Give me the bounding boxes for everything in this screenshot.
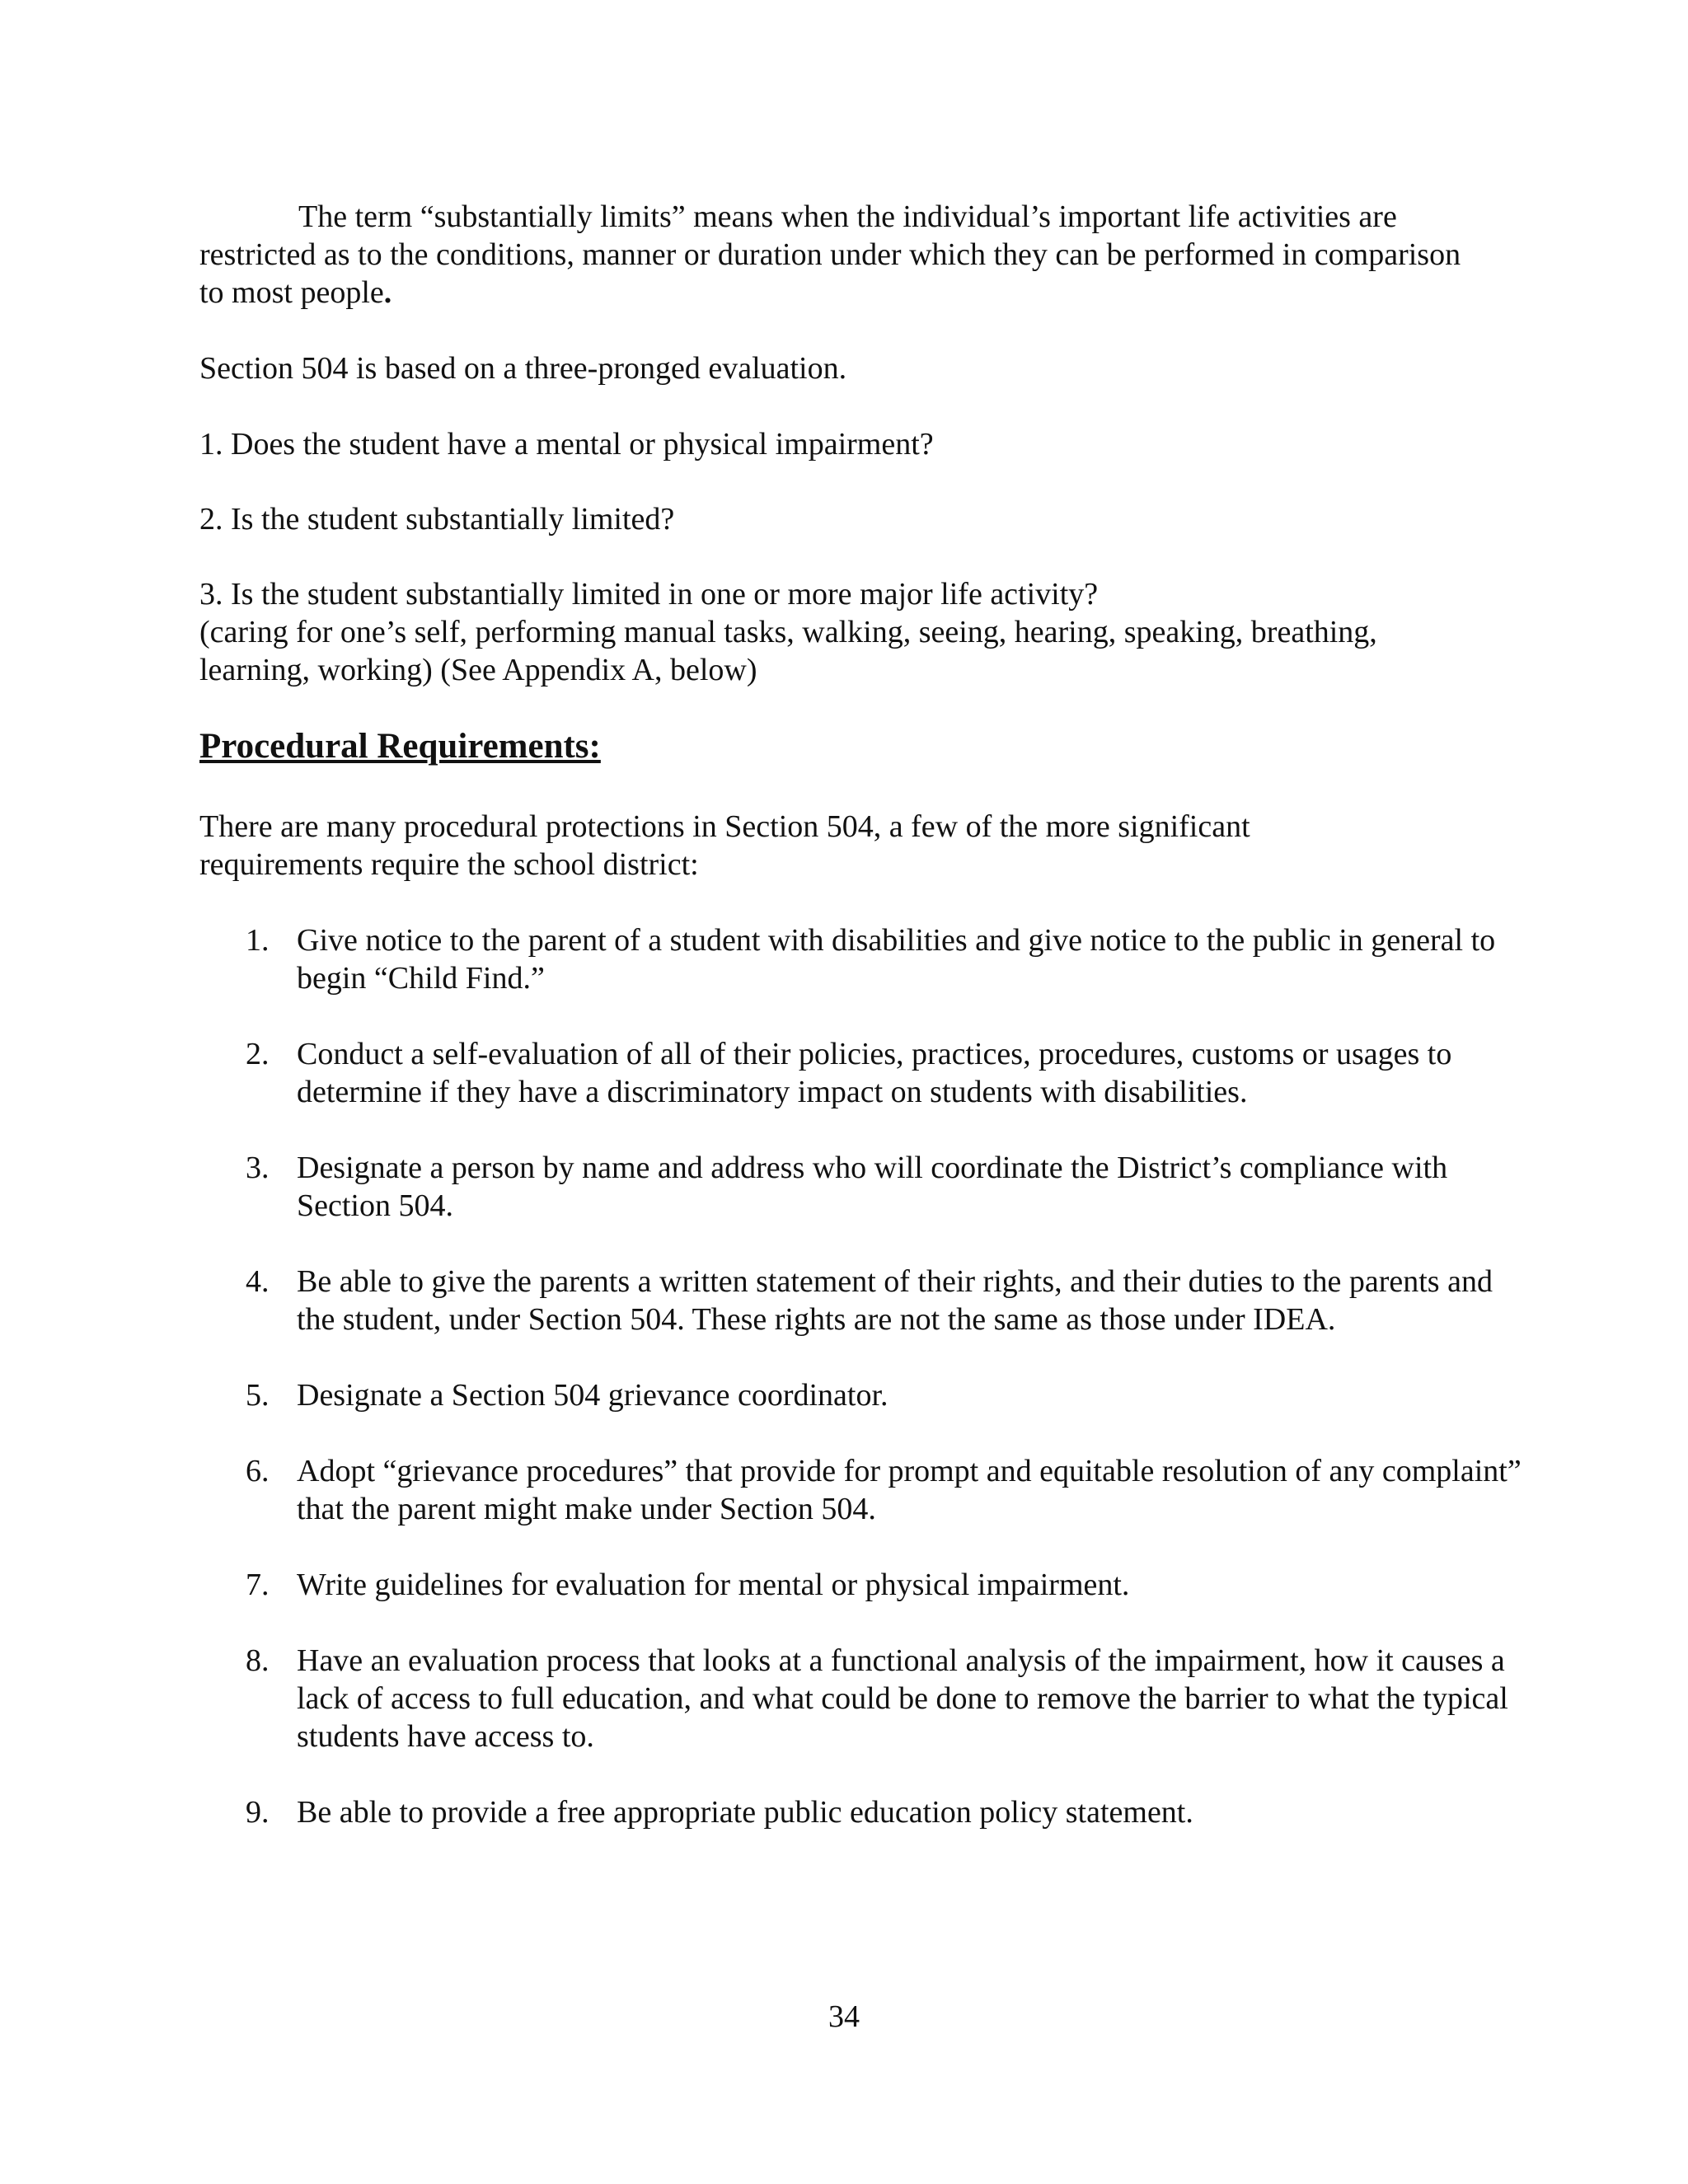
list-item-number: 2.	[246, 1037, 270, 1071]
list-item	[199, 1566, 1535, 1604]
list-item	[199, 1793, 1535, 1831]
section-heading: Procedural Requirements:	[199, 727, 601, 766]
requirements-list	[199, 921, 1535, 1869]
list-item	[199, 1452, 1535, 1528]
list-item-text: Be able to give the parents a written statement of their rights, and their duties to the parents and the student, under Section 504. These rights are not the same as those under IDEA.	[297, 1264, 1493, 1337]
list-item-number: 1.	[246, 923, 270, 958]
list-item-number: 3.	[246, 1151, 270, 1185]
list-item-number: 8.	[246, 1643, 270, 1678]
evaluation-lead: Section 504 is based on a three-pronged evaluation.	[199, 351, 847, 386]
list-item-number: 9.	[246, 1795, 270, 1830]
list-item-number: 6.	[246, 1454, 270, 1488]
list-item	[199, 1642, 1535, 1755]
list-item	[199, 921, 1535, 997]
intro-paragraph-text: The term “substantially limits” means when the individual’s important life activities are restricted as to the conditions, manner or duration under which they can be performed in comparison to most people	[199, 199, 1461, 310]
list-item-text: Write guidelines for evaluation for mental or physical impairment.	[297, 1568, 1130, 1602]
list-item-text: Adopt “grievance procedures” that provide for prompt and equitable resolution of any complaint” that the parent might make under Section 504.	[297, 1454, 1522, 1526]
list-item-text: Designate a person by name and address who will coordinate the District’s compliance with Section 504.	[297, 1151, 1448, 1223]
list-item	[199, 1149, 1535, 1225]
list-item-text: Give notice to the parent of a student with disabilities and give notice to the public in general to begin “Child Find.”	[297, 923, 1496, 996]
list-item-number: 4.	[246, 1264, 270, 1299]
evaluation-question-1: 1. Does the student have a mental or physical impairment?	[199, 427, 934, 462]
intro-paragraph	[199, 198, 1485, 312]
list-item-number: 5.	[246, 1378, 270, 1413]
list-item-text: Conduct a self-evaluation of all of their policies, practices, procedures, customs or usages to determine if they have a discriminatory impact on students with disabilities.	[297, 1037, 1452, 1109]
procedural-intro: There are many procedural protections in Section 504, a few of the more significant requirements require the school district:	[199, 809, 1250, 882]
list-item-text: Be able to provide a free appropriate public education policy statement.	[297, 1795, 1193, 1830]
evaluation-question-3-detail: (caring for one’s self, performing manual tasks, walking, seeing, hearing, speaking, breathing, learning, working) (See Appendix A, below)	[199, 615, 1377, 687]
list-item-text: Designate a Section 504 grievance coordinator.	[297, 1378, 889, 1413]
evaluation-question-3: 3. Is the student substantially limited in one or more major life activity?	[199, 577, 1099, 612]
list-item-number: 7.	[246, 1568, 270, 1602]
list-item	[199, 1263, 1535, 1338]
page-number: 34	[828, 1999, 860, 2034]
list-item	[199, 1376, 1535, 1414]
list-item-text: Have an evaluation process that looks at a functional analysis of the impairment, how it causes a lack of access to full education, and what could be done to remove the barrier to what the typical students have access to.	[297, 1643, 1508, 1754]
list-item	[199, 1035, 1535, 1111]
evaluation-question-2: 2. Is the student substantially limited?	[199, 502, 675, 537]
intro-paragraph-end: .	[383, 275, 392, 310]
